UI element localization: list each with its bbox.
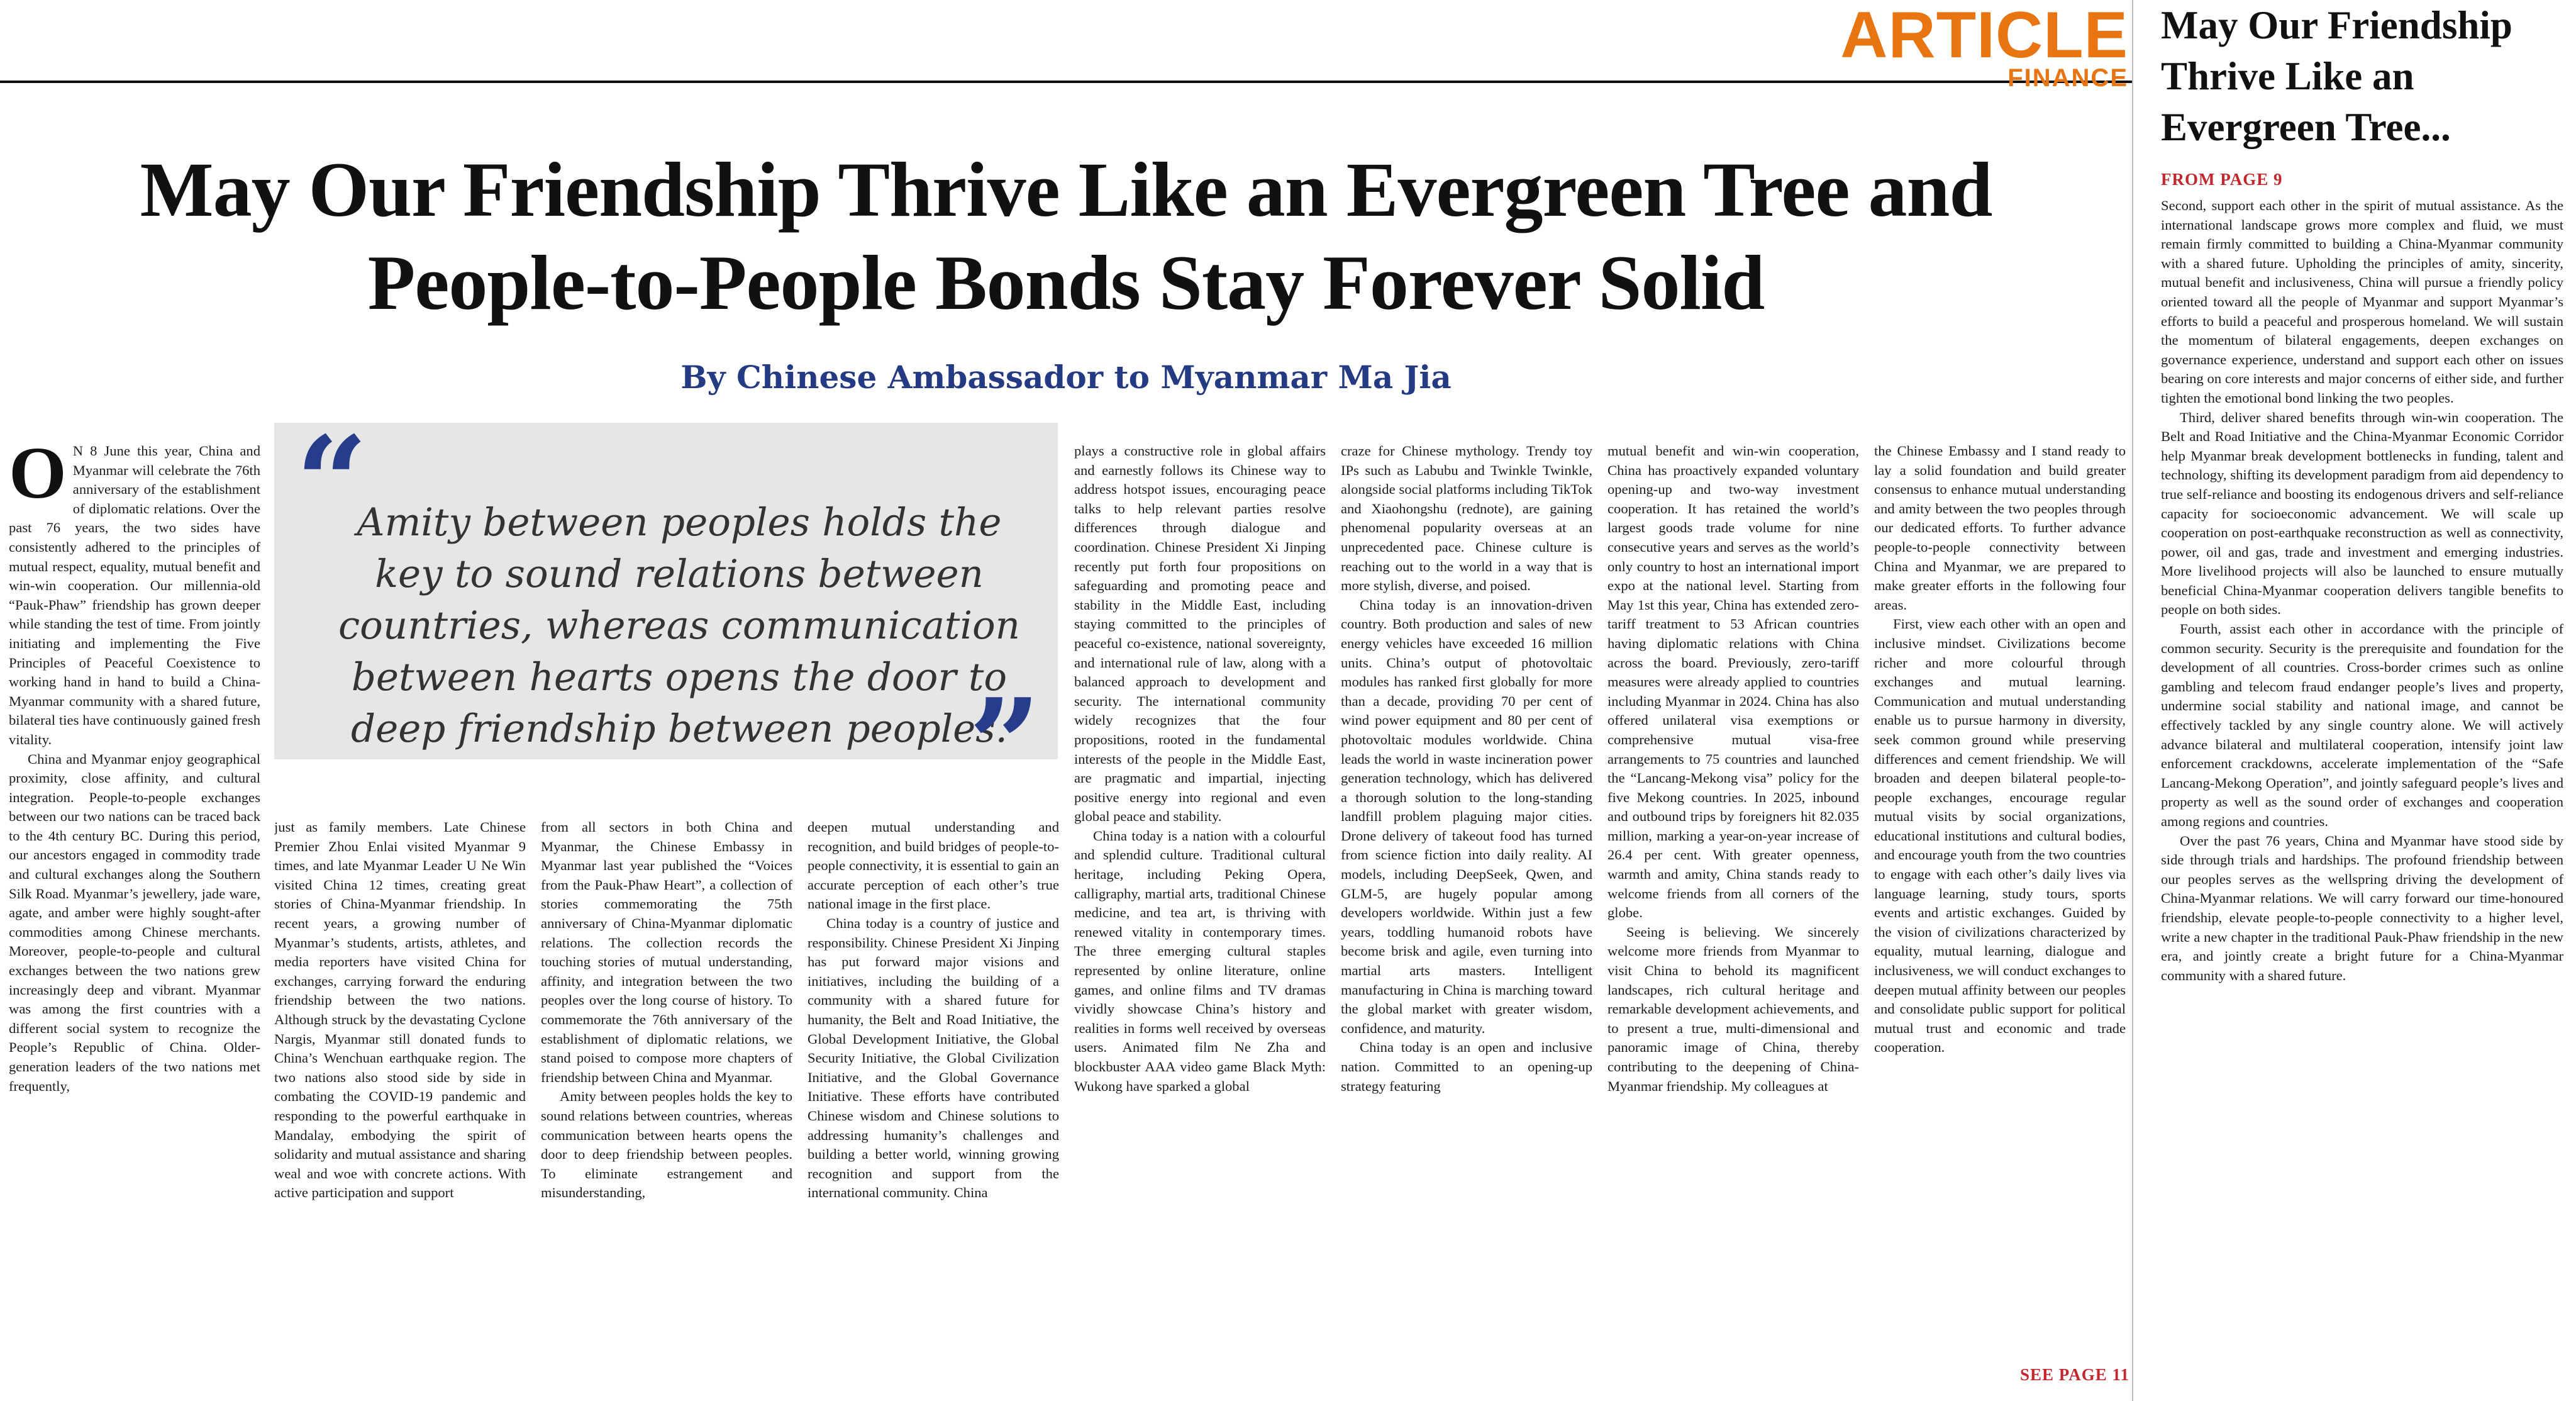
- open-quote-icon: “: [296, 409, 369, 557]
- continuation-column: [2161, 196, 2563, 1399]
- column-divider: [2132, 0, 2133, 1401]
- paragraph: the Chinese Embassy and I stand ready to lay a solid foundation and build greater consensus to enhance mutual understanding and amity between the two peoples through our dedicated efforts. To further advance people-to-people connectivity between China and Myanmar, we are prepared to make greater efforts in the following four areas.: [1874, 443, 2126, 613]
- article-column-3: [541, 818, 792, 1401]
- byline: By Chinese Ambassador to Myanmar Ma Jia: [680, 359, 1452, 396]
- paragraph: craze for Chinese mythology. Trendy toy IPs such as Labubu and Twinkle Twinkle, alongside social platforms including TikTok and Xiaohongshu (rednote), are gaining phenomenal popularity overseas at an unprecedented pace. Chinese culture is reaching out to the world in a way that is more stylish, diverse, and poised.: [1341, 443, 1592, 594]
- article-column-7: [1607, 442, 1859, 1401]
- pull-quote: Amity between peoples holds the key to sound relations between countries, whereas communication between hearts opens the door to deep friendship between peoples.: [338, 500, 1020, 751]
- drop-cap: O: [9, 442, 67, 514]
- paragraph: Amity between peoples holds the key to sound relations between countries, whereas communication between hearts opens the door to deep friendship between peoples. To eliminate estrangement and misunderstanding,: [541, 1088, 792, 1201]
- section-name: ARTICLE: [1840, 0, 2128, 72]
- paragraph: Seeing is believing. We sincerely welcome more friends from Myanmar to visit China to behold its magnificent landscapes, rich cultural heritage and remarkable development achievements, and to present a true, multi-dimensional and panoramic image of China, thereby contributing to the deepening of China-Myanmar friendship. My colleagues at: [1607, 924, 1859, 1094]
- paragraph: China today is an open and inclusive nation. Committed to an opening-up strategy featuring: [1341, 1039, 1592, 1094]
- paragraph: from all sectors in both China and Myanmar, the Chinese Embassy in Myanmar last year published the “Voices from the Pauk-Phaw Heart”, a collection of stories commemorating the 75th anniversary of China-Myanmar diplomatic relations. The collection records the touching stories of mutual understanding, affinity, and integration between the two peoples over the long course of history. To commemorate the 76th anniversary of the establishment of diplomatic relations, we stand poised to compose more chapters of friendship between China and Myanmar.: [541, 819, 792, 1085]
- article-column-6: [1341, 442, 1592, 1401]
- paragraph: First, view each other with an open and inclusive mindset. Civilizations become richer and more colourful through exchanges and mutual learning. Communication and mutual understanding enable us to pursue harmony in diversity, seek common ground while preserving differences and cement friendship. We will broaden and deepen bilateral people-to-people exchanges, encourage regular mutual visits by social organizations, educational institutions and cultural bodies, and encourage youth from the two countries to engage with each other’s daily lives via language learning, study tours, sports events and artistic exchanges. Guided by the vision of civilizations characterized by equality, mutual learning, dialogue and inclusiveness, we will conduct exchanges to deepen mutual affinity between our peoples and consolidate public support for political mutual trust and economic and trade cooperation.: [1874, 616, 2126, 1056]
- section-brand: [1840, 0, 2128, 92]
- paragraph: China today is a nation with a colourful and splendid culture. Traditional cultural heritage, including Peking Opera, calligraphy, martial arts, traditional Chinese medicine, and tea art, is thriving with renewed vitality in contemporary times. The three emerging cultural staples represented by online literature, online games, and online films and TV dramas vividly showcase China’s history and realities in forms well received by overseas users. Animated film Ne Zha and blockbuster AAA video game Black Myth: Wukong have sparked a global: [1074, 827, 1326, 1094]
- from-page-link[interactable]: FROM PAGE 9: [2161, 170, 2283, 189]
- paragraph: Over the past 76 years, China and Myanmar have stood side by side through trials and hardships. The profound friendship between our peoples serves as the wellspring driving the development of China-Myanmar relations. We will carry forward our time-honoured friendship, elevate people-to-people connectivity to a higher level, write a new chapter in the traditional Pauk-Phaw friendship in the new era, and jointly create a bright future for a China-Myanmar community with a shared future.: [2161, 832, 2563, 983]
- see-page-link[interactable]: SEE PAGE 11: [2020, 1365, 2130, 1384]
- section-sub: FINANCE: [2007, 64, 2128, 92]
- paragraph: just as family members. Late Chinese Premier Zhou Enlai visited Myanmar 9 times, and late Myanmar Leader U Ne Win visited China 12 times, creating great stories of China-Myanmar friendship. In recent years, a growing number of Myanmar’s students, artists, athletes, and media reporters have visited China for exchanges, carrying forward the enduring friendship between the two nations. Although struck by the devastating Cyclone Nargis, Myanmar still donated funds to China’s Wenchuan earthquake region. The two nations also stood side by side in combating the COVID-19 pandemic and responding to the powerful earthquake in Mandalay, embodying the spirit of solidarity and mutual assistance and sharing weal and woe with concrete actions. With active participation and support: [274, 819, 526, 1201]
- paragraph: mutual benefit and win-win cooperation, China has proactively expanded voluntary opening-up and two-way investment cooperation. It has retained the world’s largest goods trade volume for nine consecutive years and serves as the world’s only country to host an international import expo at the national level. Starting from May 1st this year, China has extended zero-tariff treatment to 53 African countries having diplomatic relations with China across the board. Previously, zero-tariff measures were already applied to countries including Myanmar in 2024. China has also offered unilateral visa exemptions or comprehensive mutual visa-free arrangements to 75 countries and launched the “Lancang-Mekong visa” policy for the five Mekong countries. In 2025, inbound and outbound trips by foreigners hit 82.035 million, marking a year-on-year increase of 26.4 per cent. With greater openness, warmth and amity, China stands ready to welcome friends from all corners of the globe.: [1607, 443, 1859, 921]
- paragraph: deepen mutual understanding and recognition, and build bridges of people-to-people connectivity, it is essential to gain an accurate perception of each other’s true national image in the first place.: [808, 819, 1059, 912]
- article-column-5: [1074, 442, 1326, 1401]
- page-title: May Our Friendship Thrive Like an Evergreen Tree and People-to-People Bonds Stay Forever Solid: [140, 147, 1992, 326]
- paragraph: China and Myanmar enjoy geographical proximity, close affinity, and cultural integration. People-to-people exchanges between our two nations can be traced back to the 4th century BC. During this period, our ancestors engaged in commodity trade and cultural exchanges along the Southern Silk Road. Myanmar’s jewellery, jade ware, agate, and amber were highly sought-after commodities among Chinese merchants. Moreover, people-to-people and cultural exchanges between the two nations grew increasingly deep and vibrant. Myanmar was among the first countries with a different social system to recognize the People’s Republic of China. Older-generation leaders of the two nations met frequently,: [9, 751, 260, 1094]
- article-column-8: [1874, 442, 2126, 1360]
- article-column-2: [274, 818, 526, 1401]
- paragraph: Third, deliver shared benefits through win-win cooperation. The Belt and Road Initiative and the China-Myanmar Economic Corridor help Myanmar break development bottlenecks in funding, talent and technology, shifting its development paradigm from aid dependency to true self-reliance and boosting its endogenous drivers and self-reliance capacity for socioeconomic advancement. We will scale up cooperation on post-earthquake reconstruction as well as connectivity, power, oil and gas, trade and investment and emerging industries. More livelihood projects will also be launched to ensure mutually beneficial China-Myanmar cooperation delivers tangible benefits to people on both sides.: [2161, 409, 2563, 618]
- paragraph: Second, support each other in the spirit of mutual assistance. As the international landscape grows more complex and fluid, we must remain firmly committed to building a China-Myanmar community with a shared future. Upholding the principles of amity, sincerity, mutual benefit and inclusiveness, China will pursue a friendly policy oriented toward all the people of Myanmar and support Myanmar’s efforts to build a peaceful and prosperous homeland. We will sustain the momentum of bilateral engagements, deepen exchanges on governance experience, understand and support each other on issues bearing on core interests and major concerns of either side, and further tighten the emotional bond linking the two peoples.: [2161, 198, 2563, 406]
- continuation-title: May Our Friendship Thrive Like an Evergreen Tree...: [2161, 3, 2512, 149]
- paragraph: plays a constructive role in global affairs and earnestly follows its Chinese way to address hotspot issues, encouraging peace talks to help relevant parties resolve differences through dialogue and coordination. Chinese President Xi Jinping recently put forth four propositions on safeguarding and promoting peace and stability in the Middle East, including staying committed to the principles of peaceful co-existence, national sovereignty, and international rule of law, along with a balanced approach to development and security. The international community widely recognizes that the four propositions, rooted in the fundamental interests of the people in the Middle East, are pragmatic and impartial, injecting positive energy into regional and even global peace and stability.: [1074, 443, 1326, 825]
- paragraph: China today is a country of justice and responsibility. Chinese President Xi Jinping has put forward major visions and initiatives, including the building of a community with a shared future for humanity, the Belt and Road Initiative, the Global Development Initiative, the Global Security Initiative, the Global Civilization Initiative, and the Global Governance Initiative. These efforts have contributed Chinese wisdom and Chinese solutions to addressing humanity’s challenges and building a better world, winning growing recognition and support from the international community. China: [808, 915, 1059, 1201]
- article-column-1: [9, 442, 260, 1401]
- close-quote-icon: ”: [969, 671, 1041, 819]
- paragraph: Fourth, assist each other in accordance with the principle of common security. Security is the prerequisite and foundation for the development of all countries. Cross-border crimes such as online gambling and telecom fraud endanger people’s lives and property, undermine social stability and national image, and cannot be effectively tackled by any single country alone. We will actively advance bilateral and multilateral cooperation, intensify joint law enforcement crackdowns, accelerate implementation of the “Safe Lancang-Mekong Operation”, and jointly safeguard people’s lives and property as well as the sound order of exchanges and cooperation among regions and countries.: [2161, 621, 2563, 829]
- paragraph: N 8 June this year, China and Myanmar will celebrate the 76th anniversary of the establishment of diplomatic relations. Over the past 76 years, the two sides have consistently adhered to the principles of mutual respect, equality, mutual benefit and win-win cooperation. Our millennia-old “Pauk-Phaw” friendship has grown deeper while standing the test of time. From jointly initiating and implementing the Five Principles of Peaceful Coexistence to working hand in hand to build a China-Myanmar community with a shared future, bilateral ties have continuously gained fresh vitality.: [9, 443, 260, 747]
- paragraph: China today is an innovation-driven country. Both production and sales of new energy vehicles have exceeded 16 million units. China’s output of photovoltaic modules has ranked first globally for more than a decade, providing 70 per cent of wind power equipment and 80 per cent of photovoltaic modules worldwide. China leads the world in waste incineration power generation technology, which has delivered a thorough solution to the long-standing landfill problem plaguing major cities. Drone delivery of takeout food has turned from science fiction into daily reality. AI models, including DeepSeek, Qwen, and GLM-5, are hugely popular among developers worldwide. Within just a few years, toddling humanoid robots have become brisk and agile, even turning into martial arts masters. Intelligent manufacturing in China is marching toward the global market with greater wisdom, confidence, and maturity.: [1341, 596, 1592, 1036]
- header-rule: [0, 81, 2132, 83]
- article-column-4: [808, 818, 1059, 1401]
